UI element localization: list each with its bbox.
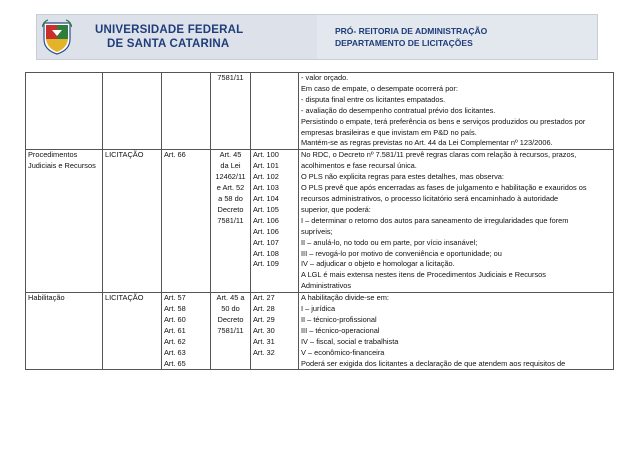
university-name-line1: UNIVERSIDADE FEDERAL	[95, 24, 244, 36]
description-cell	[299, 150, 614, 293]
lgl-articles-line: Art. 60	[164, 314, 186, 324]
rdc-articles-line: 7581/11	[217, 215, 244, 225]
description-line: I – determinar o retorno dos autos para saneamento de irregularidades que forem	[301, 215, 569, 225]
pls-articles-line: Art. 29	[253, 314, 275, 324]
description-cell	[299, 73, 614, 150]
description-line: Poderá ser exigida dos licitantes a declaração de que atendem aos requisitos de	[301, 358, 566, 368]
comparison-table	[25, 72, 614, 370]
description-line: Persistindo o empate, terá preferência os bens e serviços produzidos ou prestados por	[301, 116, 586, 126]
topic-line: Habilitação	[28, 293, 65, 303]
law-cell	[103, 293, 162, 370]
description-line: IV – adjudicar o objeto e homologar a licitação.	[301, 259, 455, 269]
pls-articles-cell	[251, 293, 299, 370]
lgl-articles-line: Art. 57	[164, 293, 186, 303]
description-line: Administrativos	[301, 281, 352, 291]
lgl-articles-line: Art. 58	[164, 304, 186, 314]
office-name-line1: PRÓ- REITORIA DE ADMINISTRAÇÃO	[335, 26, 488, 36]
table-row	[26, 150, 614, 293]
rdc-articles-line: 12462/11	[215, 172, 246, 182]
description-line: A habilitação divide-se em:	[301, 293, 389, 303]
description-line: IV – fiscal, social e trabalhista	[301, 336, 399, 346]
description-line: Mantém-se as regras previstas no Art. 44 da Lei Complementar nº 123/2006.	[301, 138, 553, 148]
description-line: O PLS não explicita regras para estes detalhes, mas observa:	[301, 172, 504, 182]
law-cell	[103, 150, 162, 293]
rdc-articles-cell	[211, 293, 251, 370]
rdc-articles-line: Art. 45 a	[216, 293, 245, 303]
pls-articles-line: Art. 31	[253, 336, 275, 346]
university-coat-of-arms-icon	[42, 19, 72, 55]
description-line: II – técnico-profissional	[301, 314, 377, 324]
pls-articles-line: Art. 28	[253, 304, 275, 314]
description-line: No RDC, o Decreto nº 7.581/11 prevê regras claras com relação à recursos, prazos,	[301, 150, 577, 160]
table-row	[26, 293, 614, 370]
rdc-articles-line: 7581/11	[217, 325, 244, 335]
topic-cell	[26, 293, 103, 370]
pls-articles-line: Art. 27	[253, 293, 275, 303]
pls-articles-line: Art. 105	[253, 204, 279, 214]
topic-cell	[26, 73, 103, 150]
description-line: recursos administrativos, o processo licitatório será encaminhado à autoridade	[301, 193, 559, 203]
pls-articles-line: Art. 106	[253, 226, 279, 236]
pls-articles-line: Art. 106	[253, 215, 279, 225]
description-line: - valor orçado.	[301, 73, 349, 82]
pls-articles-line: Art. 100	[253, 150, 279, 160]
pls-articles-line: Art. 102	[253, 172, 279, 182]
rdc-articles-line: Decreto	[217, 314, 244, 324]
document-header	[36, 14, 598, 60]
topic-line: Judiciais e Recursos	[28, 161, 96, 171]
pls-articles-cell	[251, 73, 299, 150]
pls-articles-line: Art. 32	[253, 347, 275, 357]
lgl-articles-cell	[162, 73, 211, 150]
comparison-table-body	[26, 73, 614, 370]
law-text: LICITAÇÃO	[105, 293, 144, 303]
university-name-line2: DE SANTA CATARINA	[107, 38, 230, 50]
lgl-articles-line: Art. 65	[164, 358, 186, 368]
law-cell	[103, 73, 162, 150]
description-line: Em caso de empate, o desempate ocorrerá por:	[301, 83, 458, 93]
description-line: III – revogá-lo por motivo de conveniência e oportunidade; ou	[301, 248, 502, 258]
lgl-articles-line: Art. 66	[164, 150, 186, 160]
rdc-articles-line: 50 do	[221, 304, 240, 314]
lgl-articles-line: Art. 61	[164, 325, 186, 335]
description-line: I – jurídica	[301, 304, 336, 314]
description-line: III – técnico-operacional	[301, 325, 380, 335]
description-line: A LGL é mais extensa nestes itens de Procedimentos Judiciais e Recursos	[301, 270, 546, 280]
topic-cell	[26, 150, 103, 293]
description-line: II – anulá-lo, no todo ou em parte, por vício insanável;	[301, 237, 478, 247]
pls-articles-line: Art. 103	[253, 183, 279, 193]
pls-articles-cell	[251, 150, 299, 293]
description-line: acolhimentos e fase recursal única.	[301, 161, 417, 171]
description-cell	[299, 293, 614, 370]
description-line: V – econômico-financeira	[301, 347, 385, 357]
header-university-block	[37, 15, 317, 59]
description-line: supríveis;	[301, 226, 333, 236]
description-line: - disputa final entre os licitantes empatados.	[301, 94, 446, 104]
rdc-articles-cell	[211, 73, 251, 150]
rdc-articles-line: a 58 do	[218, 193, 243, 203]
rdc-articles-line: Art. 45	[219, 150, 242, 160]
rdc-articles-cell	[211, 150, 251, 293]
pls-articles-line: Art. 109	[253, 259, 279, 269]
rdc-articles-line: 7581/11	[217, 73, 244, 82]
table-row	[26, 73, 614, 150]
description-line: superior, que poderá:	[301, 204, 371, 214]
lgl-articles-line: Art. 62	[164, 336, 186, 346]
description-line: empresas brasileiras e que invistam em P&D no país.	[301, 127, 477, 137]
lgl-articles-cell	[162, 150, 211, 293]
rdc-articles-line: Decreto	[217, 204, 244, 214]
description-line: O PLS prevê que após encerradas as fases de julgamento e habilitação e exauridos os	[301, 183, 587, 193]
pls-articles-line: Art. 104	[253, 193, 279, 203]
topic-line: Procedimentos	[28, 150, 78, 160]
description-line: - avaliação do desempenho contratual prévio dos licitantes.	[301, 105, 496, 115]
pls-articles-line: Art. 107	[253, 237, 279, 247]
law-text: LICITAÇÃO	[105, 150, 144, 160]
lgl-articles-cell	[162, 293, 211, 370]
pls-articles-line: Art. 108	[253, 248, 279, 258]
lgl-articles-line: Art. 63	[164, 347, 186, 357]
office-name-line2: DEPARTAMENTO DE LICITAÇÕES	[335, 38, 473, 48]
pls-articles-line: Art. 101	[253, 161, 279, 171]
rdc-articles-line: da Lei	[220, 161, 241, 171]
rdc-articles-line: e Art. 52	[216, 183, 245, 193]
pls-articles-line: Art. 30	[253, 325, 275, 335]
